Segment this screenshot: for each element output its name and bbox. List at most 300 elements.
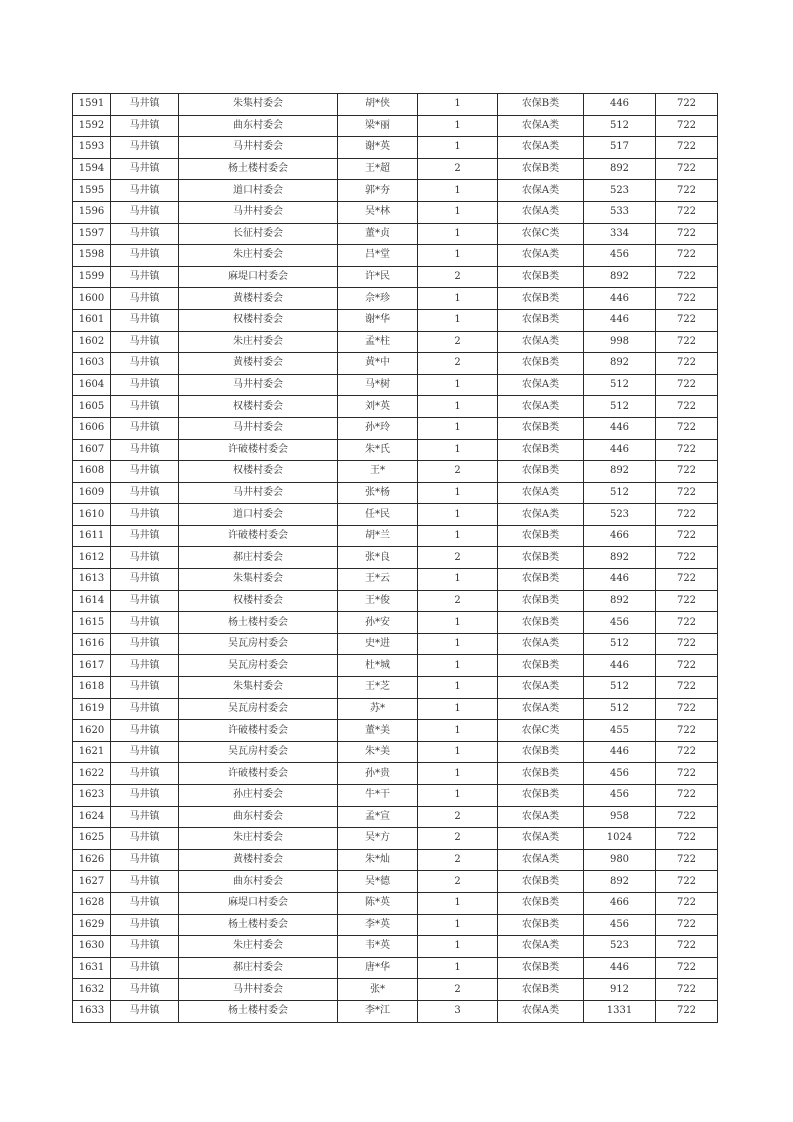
cell-count: 1 (418, 288, 498, 310)
cell-name: 吴*德 (338, 871, 418, 893)
cell-standard: 722 (656, 158, 718, 180)
cell-index: 1615 (73, 612, 111, 634)
table-row (73, 590, 718, 612)
cell-village: 权楼村委会 (179, 396, 338, 418)
cell-town: 马井镇 (111, 180, 179, 202)
cell-category: 农保B类 (498, 417, 584, 439)
cell-name: 吴*林 (338, 201, 418, 223)
cell-standard: 722 (656, 720, 718, 742)
cell-count: 1 (418, 914, 498, 936)
cell-village: 许破楼村委会 (179, 763, 338, 785)
cell-amount: 456 (584, 785, 656, 807)
cell-name: 张* (338, 979, 418, 1001)
cell-count: 1 (418, 892, 498, 914)
cell-town: 马井镇 (111, 828, 179, 850)
cell-count: 1 (418, 936, 498, 958)
cell-category: 农保A类 (498, 115, 584, 137)
table-row (73, 374, 718, 396)
cell-count: 1 (418, 137, 498, 159)
cell-count: 1 (418, 439, 498, 461)
cell-village: 吴瓦房村委会 (179, 655, 338, 677)
cell-count: 1 (418, 201, 498, 223)
cell-village: 权楼村委会 (179, 461, 338, 483)
cell-standard: 722 (656, 504, 718, 526)
cell-category: 农保B类 (498, 288, 584, 310)
cell-count: 1 (418, 504, 498, 526)
cell-index: 1614 (73, 590, 111, 612)
cell-category: 农保A类 (498, 137, 584, 159)
cell-amount: 512 (584, 374, 656, 396)
cell-town: 马井镇 (111, 158, 179, 180)
cell-category: 农保A类 (498, 806, 584, 828)
table-row (73, 720, 718, 742)
cell-standard: 722 (656, 331, 718, 353)
cell-standard: 722 (656, 309, 718, 331)
cell-standard: 722 (656, 461, 718, 483)
cell-category: 农保A类 (498, 396, 584, 418)
cell-index: 1626 (73, 849, 111, 871)
cell-town: 马井镇 (111, 115, 179, 137)
cell-index: 1618 (73, 677, 111, 699)
cell-category: 农保B类 (498, 914, 584, 936)
table-row (73, 1000, 718, 1022)
table-row (73, 223, 718, 245)
cell-town: 马井镇 (111, 698, 179, 720)
cell-name: 王* (338, 461, 418, 483)
cell-village: 许破楼村委会 (179, 720, 338, 742)
cell-count: 1 (418, 741, 498, 763)
cell-name: 李*江 (338, 1000, 418, 1022)
cell-name: 任*民 (338, 504, 418, 526)
cell-amount: 446 (584, 569, 656, 591)
cell-count: 1 (418, 245, 498, 267)
cell-amount: 512 (584, 698, 656, 720)
cell-town: 马井镇 (111, 504, 179, 526)
cell-town: 马井镇 (111, 331, 179, 353)
cell-count: 1 (418, 223, 498, 245)
cell-index: 1629 (73, 914, 111, 936)
cell-index: 1596 (73, 201, 111, 223)
table-row (73, 936, 718, 958)
cell-name: 梁*丽 (338, 115, 418, 137)
cell-name: 孙*安 (338, 612, 418, 634)
cell-amount: 512 (584, 482, 656, 504)
cell-village: 许破楼村委会 (179, 439, 338, 461)
cell-town: 马井镇 (111, 633, 179, 655)
cell-village: 吴瓦房村委会 (179, 741, 338, 763)
cell-village: 杨土楼村委会 (179, 914, 338, 936)
cell-category: 农保B类 (498, 158, 584, 180)
cell-village: 郝庄村委会 (179, 547, 338, 569)
cell-village: 曲东村委会 (179, 806, 338, 828)
cell-index: 1602 (73, 331, 111, 353)
cell-index: 1617 (73, 655, 111, 677)
cell-index: 1630 (73, 936, 111, 958)
cell-standard: 722 (656, 741, 718, 763)
cell-category: 农保A类 (498, 374, 584, 396)
cell-count: 1 (418, 309, 498, 331)
cell-index: 1608 (73, 461, 111, 483)
table-row (73, 849, 718, 871)
cell-town: 马井镇 (111, 720, 179, 742)
cell-amount: 892 (584, 590, 656, 612)
cell-category: 农保B类 (498, 266, 584, 288)
cell-standard: 722 (656, 590, 718, 612)
cell-category: 农保B类 (498, 655, 584, 677)
cell-amount: 456 (584, 245, 656, 267)
cell-index: 1593 (73, 137, 111, 159)
table-row (73, 569, 718, 591)
cell-village: 吴瓦房村委会 (179, 633, 338, 655)
cell-standard: 722 (656, 396, 718, 418)
cell-village: 麻堤口村委会 (179, 266, 338, 288)
cell-town: 马井镇 (111, 417, 179, 439)
cell-name: 马*树 (338, 374, 418, 396)
cell-town: 马井镇 (111, 201, 179, 223)
cell-village: 马井村委会 (179, 979, 338, 1001)
cell-index: 1612 (73, 547, 111, 569)
cell-name: 吕*堂 (338, 245, 418, 267)
cell-town: 马井镇 (111, 957, 179, 979)
cell-category: 农保C类 (498, 720, 584, 742)
cell-amount: 523 (584, 936, 656, 958)
cell-name: 刘*英 (338, 396, 418, 418)
cell-name: 苏* (338, 698, 418, 720)
cell-town: 马井镇 (111, 223, 179, 245)
cell-category: 农保B类 (498, 957, 584, 979)
cell-name: 谢*英 (338, 137, 418, 159)
table-row (73, 979, 718, 1001)
cell-count: 3 (418, 1000, 498, 1022)
cell-name: 吴*方 (338, 828, 418, 850)
cell-name: 孙*玲 (338, 417, 418, 439)
cell-index: 1632 (73, 979, 111, 1001)
cell-amount: 912 (584, 979, 656, 1001)
cell-village: 道口村委会 (179, 504, 338, 526)
cell-name: 朱*氏 (338, 439, 418, 461)
cell-index: 1606 (73, 417, 111, 439)
cell-village: 权楼村委会 (179, 590, 338, 612)
table-row (73, 288, 718, 310)
cell-count: 1 (418, 633, 498, 655)
cell-category: 农保B类 (498, 525, 584, 547)
cell-amount: 958 (584, 806, 656, 828)
cell-name: 张*良 (338, 547, 418, 569)
cell-town: 马井镇 (111, 439, 179, 461)
allowance-table (72, 93, 718, 1023)
cell-category: 农保A类 (498, 245, 584, 267)
cell-amount: 334 (584, 223, 656, 245)
cell-name: 郭*夯 (338, 180, 418, 202)
cell-village: 马井村委会 (179, 417, 338, 439)
cell-category: 农保A类 (498, 180, 584, 202)
cell-amount: 892 (584, 353, 656, 375)
cell-count: 2 (418, 849, 498, 871)
cell-index: 1600 (73, 288, 111, 310)
cell-village: 朱庄村委会 (179, 936, 338, 958)
table-row (73, 892, 718, 914)
cell-town: 马井镇 (111, 763, 179, 785)
cell-index: 1609 (73, 482, 111, 504)
cell-category: 农保A类 (498, 828, 584, 850)
cell-standard: 722 (656, 957, 718, 979)
cell-count: 1 (418, 525, 498, 547)
cell-town: 马井镇 (111, 612, 179, 634)
cell-town: 马井镇 (111, 525, 179, 547)
table-row (73, 828, 718, 850)
cell-standard: 722 (656, 266, 718, 288)
cell-name: 韦*英 (338, 936, 418, 958)
table-row (73, 158, 718, 180)
table-row (73, 612, 718, 634)
table-row (73, 655, 718, 677)
cell-count: 2 (418, 871, 498, 893)
cell-category: 农保A类 (498, 698, 584, 720)
cell-town: 马井镇 (111, 914, 179, 936)
cell-amount: 446 (584, 288, 656, 310)
cell-index: 1628 (73, 892, 111, 914)
cell-standard: 722 (656, 849, 718, 871)
table-row (73, 266, 718, 288)
cell-index: 1611 (73, 525, 111, 547)
cell-amount: 466 (584, 892, 656, 914)
cell-category: 农保B类 (498, 547, 584, 569)
cell-category: 农保A类 (498, 482, 584, 504)
cell-count: 1 (418, 763, 498, 785)
cell-count: 2 (418, 806, 498, 828)
cell-standard: 722 (656, 201, 718, 223)
cell-category: 农保B类 (498, 461, 584, 483)
cell-town: 马井镇 (111, 309, 179, 331)
cell-category: 农保A类 (498, 633, 584, 655)
cell-town: 马井镇 (111, 892, 179, 914)
cell-amount: 466 (584, 525, 656, 547)
cell-standard: 722 (656, 525, 718, 547)
cell-count: 2 (418, 461, 498, 483)
cell-count: 1 (418, 180, 498, 202)
cell-amount: 446 (584, 655, 656, 677)
cell-town: 马井镇 (111, 547, 179, 569)
cell-village: 权楼村委会 (179, 309, 338, 331)
cell-name: 孟*柱 (338, 331, 418, 353)
cell-name: 孟*宣 (338, 806, 418, 828)
cell-index: 1599 (73, 266, 111, 288)
cell-standard: 722 (656, 288, 718, 310)
cell-standard: 722 (656, 936, 718, 958)
cell-town: 马井镇 (111, 677, 179, 699)
cell-index: 1604 (73, 374, 111, 396)
cell-town: 马井镇 (111, 94, 179, 116)
cell-category: 农保B类 (498, 590, 584, 612)
cell-town: 马井镇 (111, 871, 179, 893)
cell-standard: 722 (656, 180, 718, 202)
cell-standard: 722 (656, 1000, 718, 1022)
cell-index: 1620 (73, 720, 111, 742)
cell-name: 胡*兰 (338, 525, 418, 547)
cell-standard: 722 (656, 612, 718, 634)
cell-name: 谢*华 (338, 309, 418, 331)
table-row (73, 353, 718, 375)
cell-village: 朱庄村委会 (179, 828, 338, 850)
table-row (73, 785, 718, 807)
cell-amount: 512 (584, 396, 656, 418)
cell-name: 朱*灿 (338, 849, 418, 871)
table-row (73, 461, 718, 483)
cell-town: 马井镇 (111, 353, 179, 375)
cell-category: 农保B类 (498, 439, 584, 461)
table-body (73, 94, 718, 1023)
table-row (73, 633, 718, 655)
cell-index: 1625 (73, 828, 111, 850)
cell-count: 1 (418, 417, 498, 439)
cell-count: 1 (418, 569, 498, 591)
table-row (73, 763, 718, 785)
cell-town: 马井镇 (111, 461, 179, 483)
cell-village: 杨土楼村委会 (179, 158, 338, 180)
cell-count: 1 (418, 677, 498, 699)
cell-standard: 722 (656, 763, 718, 785)
cell-category: 农保A类 (498, 677, 584, 699)
cell-count: 2 (418, 828, 498, 850)
cell-category: 农保A类 (498, 504, 584, 526)
cell-standard: 722 (656, 677, 718, 699)
cell-name: 胡*侠 (338, 94, 418, 116)
cell-name: 董*美 (338, 720, 418, 742)
cell-category: 农保C类 (498, 223, 584, 245)
cell-index: 1622 (73, 763, 111, 785)
cell-standard: 722 (656, 828, 718, 850)
table-row (73, 94, 718, 116)
cell-village: 长征村委会 (179, 223, 338, 245)
cell-index: 1592 (73, 115, 111, 137)
cell-amount: 446 (584, 439, 656, 461)
table-row (73, 201, 718, 223)
cell-village: 朱集村委会 (179, 94, 338, 116)
cell-village: 马井村委会 (179, 137, 338, 159)
cell-standard: 722 (656, 785, 718, 807)
cell-standard: 722 (656, 94, 718, 116)
cell-name: 黄*中 (338, 353, 418, 375)
cell-amount: 512 (584, 633, 656, 655)
cell-name: 朱*美 (338, 741, 418, 763)
cell-village: 许破楼村委会 (179, 525, 338, 547)
cell-village: 朱集村委会 (179, 677, 338, 699)
table-row (73, 806, 718, 828)
cell-amount: 892 (584, 266, 656, 288)
table-row (73, 309, 718, 331)
cell-index: 1616 (73, 633, 111, 655)
cell-village: 朱庄村委会 (179, 245, 338, 267)
cell-village: 朱集村委会 (179, 569, 338, 591)
cell-standard: 722 (656, 979, 718, 1001)
cell-count: 2 (418, 547, 498, 569)
cell-town: 马井镇 (111, 266, 179, 288)
table-row (73, 871, 718, 893)
cell-index: 1591 (73, 94, 111, 116)
cell-category: 农保B类 (498, 785, 584, 807)
table-row (73, 504, 718, 526)
cell-standard: 722 (656, 633, 718, 655)
cell-town: 马井镇 (111, 137, 179, 159)
cell-standard: 722 (656, 482, 718, 504)
cell-category: 农保B类 (498, 569, 584, 591)
cell-standard: 722 (656, 655, 718, 677)
cell-count: 1 (418, 785, 498, 807)
cell-count: 1 (418, 720, 498, 742)
cell-standard: 722 (656, 417, 718, 439)
cell-town: 马井镇 (111, 1000, 179, 1022)
cell-town: 马井镇 (111, 482, 179, 504)
cell-amount: 456 (584, 612, 656, 634)
cell-category: 农保A类 (498, 331, 584, 353)
cell-count: 1 (418, 655, 498, 677)
cell-amount: 446 (584, 957, 656, 979)
cell-count: 2 (418, 331, 498, 353)
cell-amount: 980 (584, 849, 656, 871)
cell-category: 农保B类 (498, 309, 584, 331)
table-row (73, 115, 718, 137)
table-row (73, 914, 718, 936)
cell-name: 王*超 (338, 158, 418, 180)
cell-count: 2 (418, 353, 498, 375)
cell-index: 1597 (73, 223, 111, 245)
cell-town: 马井镇 (111, 569, 179, 591)
cell-village: 朱庄村委会 (179, 331, 338, 353)
cell-standard: 722 (656, 353, 718, 375)
cell-town: 马井镇 (111, 590, 179, 612)
cell-index: 1619 (73, 698, 111, 720)
cell-amount: 892 (584, 547, 656, 569)
cell-amount: 446 (584, 94, 656, 116)
cell-amount: 533 (584, 201, 656, 223)
cell-count: 1 (418, 115, 498, 137)
cell-village: 道口村委会 (179, 180, 338, 202)
cell-index: 1613 (73, 569, 111, 591)
cell-amount: 998 (584, 331, 656, 353)
cell-standard: 722 (656, 115, 718, 137)
cell-village: 吴瓦房村委会 (179, 698, 338, 720)
cell-standard: 722 (656, 914, 718, 936)
cell-standard: 722 (656, 569, 718, 591)
cell-amount: 523 (584, 180, 656, 202)
cell-town: 马井镇 (111, 288, 179, 310)
cell-town: 马井镇 (111, 245, 179, 267)
cell-category: 农保B类 (498, 353, 584, 375)
table-row (73, 245, 718, 267)
cell-category: 农保B类 (498, 871, 584, 893)
cell-name: 李*英 (338, 914, 418, 936)
cell-name: 陈*英 (338, 892, 418, 914)
cell-category: 农保B类 (498, 892, 584, 914)
cell-category: 农保A类 (498, 1000, 584, 1022)
cell-standard: 722 (656, 137, 718, 159)
cell-count: 2 (418, 590, 498, 612)
cell-standard: 722 (656, 223, 718, 245)
table-row (73, 677, 718, 699)
cell-name: 唐*华 (338, 957, 418, 979)
cell-village: 马井村委会 (179, 374, 338, 396)
cell-standard: 722 (656, 871, 718, 893)
cell-town: 马井镇 (111, 785, 179, 807)
table-row (73, 698, 718, 720)
cell-count: 1 (418, 482, 498, 504)
cell-count: 2 (418, 158, 498, 180)
cell-amount: 1331 (584, 1000, 656, 1022)
cell-count: 2 (418, 979, 498, 1001)
cell-index: 1595 (73, 180, 111, 202)
cell-village: 曲东村委会 (179, 871, 338, 893)
table-row (73, 741, 718, 763)
